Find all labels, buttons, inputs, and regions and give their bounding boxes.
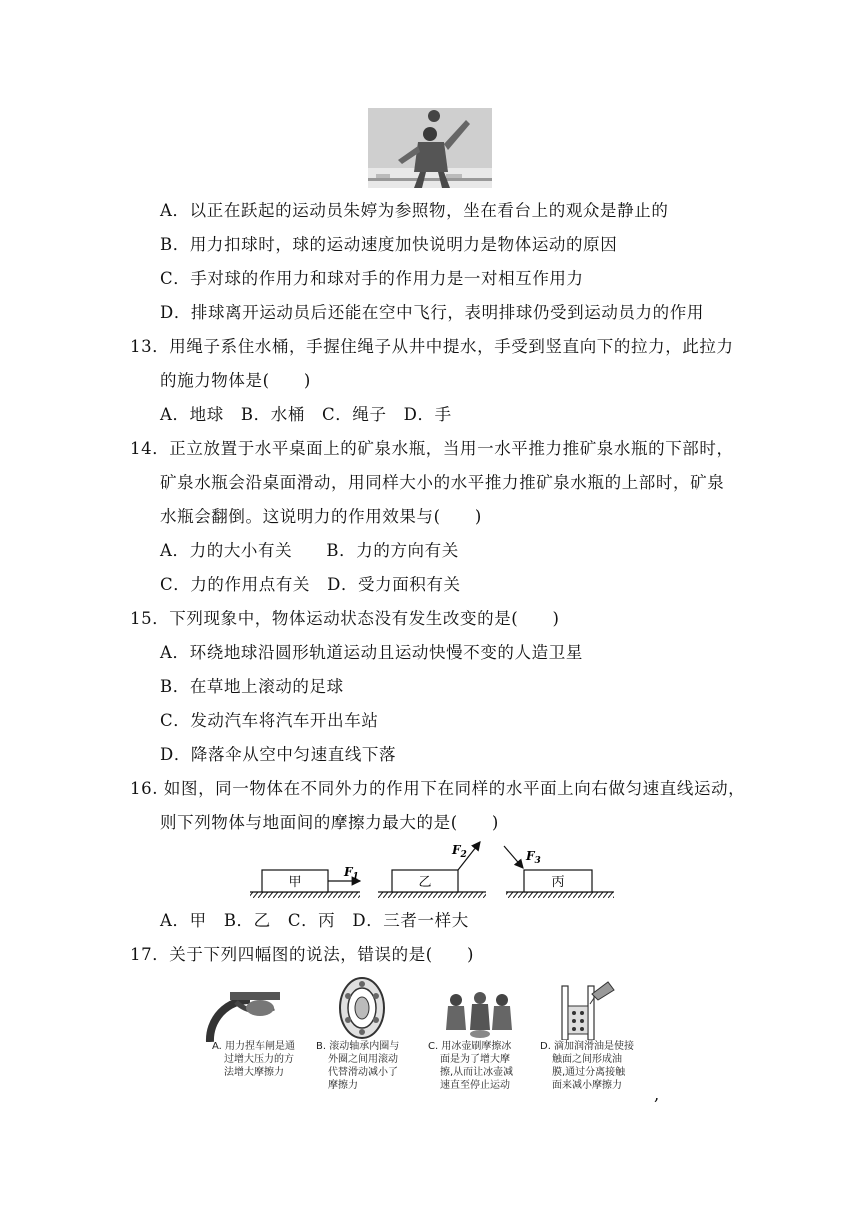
caption-c-line3: 擦,从而让冰壶减 [440,1067,514,1078]
caption-d-line4: 面来减小摩擦力 [552,1080,622,1091]
force-f3-label: $F_3$ [526,849,541,866]
force-f3-arrow [504,846,523,868]
force-f2-label: $F_2$ [452,843,467,860]
force-f1-label: $F_1$ [344,865,359,882]
caption-c-line1: C. 用冰壶刷摩擦冰 [428,1041,512,1052]
q16-stem-line1: 16. 如图，同一物体在不同外力的作用下在同样的水平面上向右做匀速直线运动， [130,779,746,798]
q15-stem: 15．下列现象中，物体运动状态没有发生改变的是( ) [130,609,560,628]
caption-b-line4: 摩擦力 [328,1080,358,1091]
q12-option-c: C．手对球的作用力和球对手的作用力是一对相互作用力 [160,269,584,288]
ground-yi [378,892,486,898]
q14-options-line2: C．力的作用点有关 D．受力面积有关 [160,575,461,594]
ball-bearing-icon [324,976,400,1040]
q15-option-c: C．发动汽车将汽车开出车站 [160,711,379,730]
q14-stem-line3: 水瓶会翻倒。这说明力的作用效果与( ) [160,507,482,526]
caption-a-line3: 法增大摩擦力 [224,1067,284,1078]
caption-b-line1: B. 滚动轴承内圈与 [316,1041,400,1052]
q14-stem-line2: 矿泉水瓶会沿桌面滑动，用同样大小的水平推力推矿泉水瓶的上部时，矿泉 [160,473,725,492]
ground-bing [506,892,614,898]
q15-option-d: D．降落伞从空中匀速直线下落 [160,745,397,764]
caption-d-line1: D. 滴加润滑油是使接 [540,1041,635,1052]
q12-option-d: D．排球离开运动员后还能在空中飞行，表明排球仍受到运动员力的作用 [160,303,704,322]
caption-c-line4: 速直至停止运动 [440,1080,510,1091]
q17-stem: 17．关于下列四幅图的说法，错误的是( ) [130,945,475,964]
caption-b-line2: 外圈之间用滚动 [328,1054,398,1065]
caption-b-line3: 代替滑动减小了 [328,1067,398,1078]
block-bing-label: 丙 [551,875,565,890]
q13-stem-line1: 13．用绳子系住水桶，手握住绳子从井中提水，手受到竖直向下的拉力，此拉力 [130,337,734,356]
lubricating-oil-icon [552,980,616,1040]
block-jia-label: 甲 [288,875,302,890]
bicycle-brake-icon [200,982,300,1042]
q15-option-b: B．在草地上滚动的足球 [160,677,344,696]
q12-option-a: A．以正在跃起的运动员朱婷为参照物，坐在看台上的观众是静止的 [160,201,669,220]
caption-d-line2: 触面之间形成油 [552,1054,622,1065]
q14-options-line1: A．力的大小有关 B．力的方向有关 [160,541,459,560]
block-yi-label: 乙 [418,875,432,890]
q16-options: A．甲 B．乙 C．丙 D．三者一样大 [160,911,469,930]
q13-stem-line2: 的施力物体是( ) [160,371,311,390]
q14-stem-line1: 14．正立放置于水平桌面上的矿泉水瓶，当用一水平推力推矿泉水瓶的下部时， [130,439,734,458]
q12-option-b: B．用力扣球时，球的运动速度加快说明力是物体运动的原因 [160,235,618,254]
q13-options: A．地球 B．水桶 C．绳子 D．手 [160,405,452,424]
ground-jia [250,892,360,898]
trailing-comma: , [654,1085,660,1104]
caption-c-line2: 面是为了增大摩 [440,1054,510,1065]
caption-a-line1: A. 用力捏车闸是通 [212,1041,296,1052]
q16-stem-line2: 则下列物体与地面间的摩擦力最大的是( ) [160,813,499,832]
caption-a-line2: 过增大压力的方 [224,1054,294,1065]
curling-sweeping-icon [440,990,520,1038]
volleyball-spike-photo [368,108,492,188]
q15-option-a: A．环绕地球沿圆形轨道运动且运动快慢不变的人造卫星 [160,643,583,662]
q16-force-diagram [248,838,618,902]
caption-d-line3: 膜,通过分离接触 [552,1067,626,1078]
